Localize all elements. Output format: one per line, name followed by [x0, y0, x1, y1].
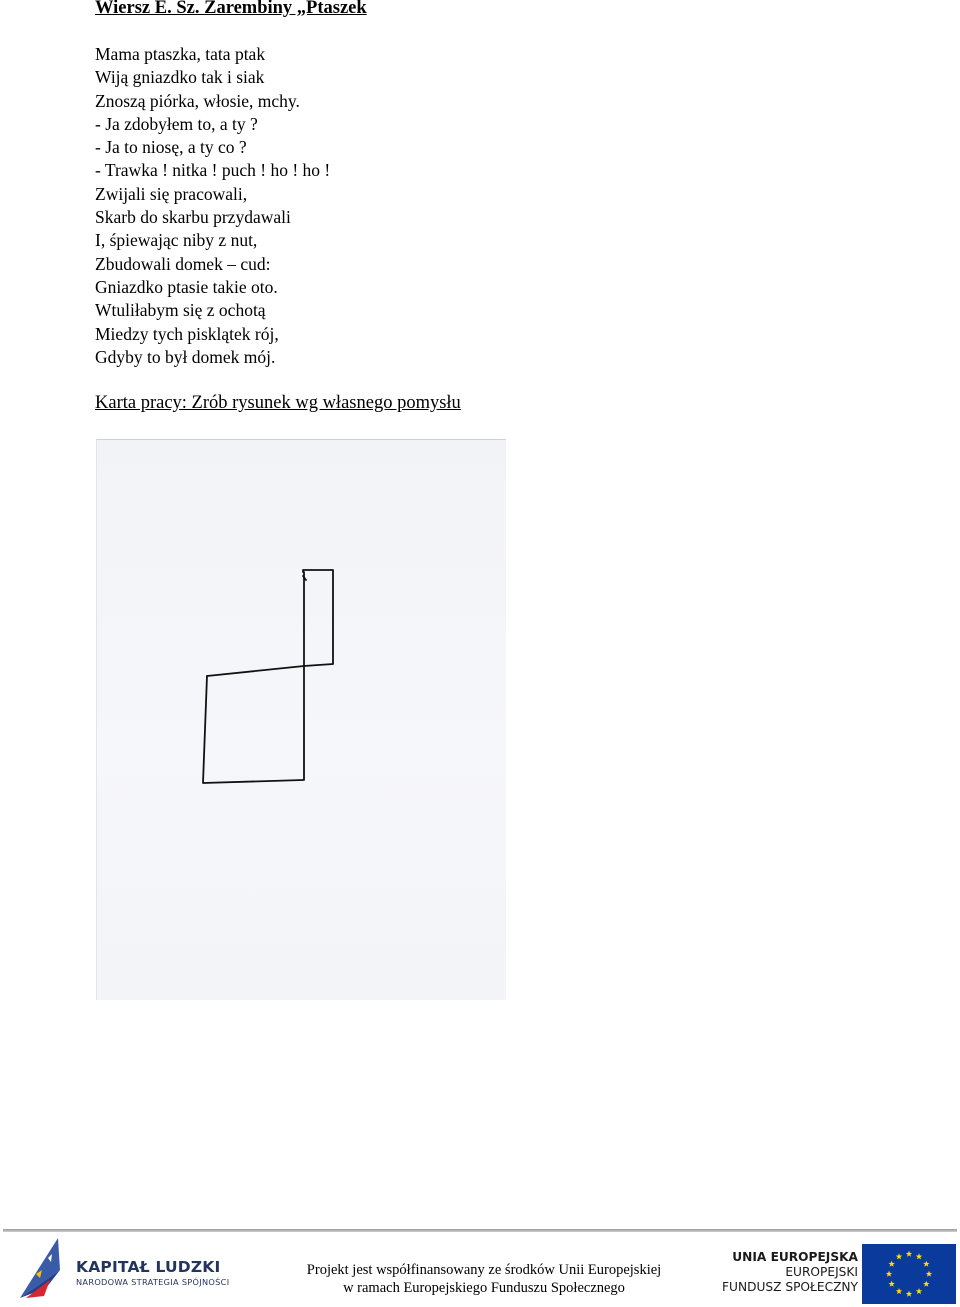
poem	[95, 43, 330, 369]
drawing-upper-rectangle	[303, 570, 333, 666]
poem-line: Wiją gniazdko tak i siak	[95, 67, 265, 88]
poem-line: Zwijali się pracowali,	[95, 183, 248, 204]
poem-line: - Ja to niosę, a ty co ?	[95, 137, 247, 158]
kapital-ludzki-emblem-icon	[18, 1236, 74, 1302]
scanned-drawing	[96, 439, 506, 1000]
poem-line: Miedzy tych pisklątek rój,	[95, 323, 279, 344]
eu-flag-icon	[862, 1244, 956, 1304]
eu-fund-label-2: FUNDUSZ SPOŁECZNY	[722, 1280, 858, 1294]
document-title: Wiersz E. Sz. Zarembiny „Ptaszek	[95, 0, 367, 18]
footer-divider	[3, 1229, 957, 1232]
poem-line: - Trawka ! nitka ! puch ! ho ! ho !	[95, 160, 331, 181]
drawing-connector	[207, 666, 304, 676]
eu-union-label: UNIA EUROPEJSKA	[732, 1250, 858, 1264]
drawing-lower-rectangle	[203, 676, 303, 783]
poem-line: Wtuliłabym się z ochotą	[95, 300, 266, 321]
poem-line: Zbudowali domek – cud:	[95, 253, 271, 274]
funding-line: Projekt jest współfinansowany ze środków Unii Europejskiej	[306, 1262, 662, 1278]
poem-line: - Ja zdobyłem to, a ty ?	[95, 113, 258, 134]
poem-line: Mama ptaszka, tata ptak	[95, 44, 266, 64]
kapital-ludzki-name: KAPITAŁ LUDZKI	[76, 1258, 221, 1276]
poem-line: Znoszą piórka, włosie, mchy.	[95, 90, 300, 111]
kapital-ludzki-subtitle: NARODOWA STRATEGIA SPÓJNOŚCI	[76, 1277, 230, 1287]
poem-line: I, śpiewając niby z nut,	[95, 230, 258, 251]
funding-line: w ramach Europejskiego Funduszu Społecznego	[343, 1280, 625, 1296]
poem-line: Skarb do skarbu przydawali	[95, 207, 291, 228]
funding-note	[264, 1261, 704, 1297]
eu-fund-label-1: EUROPEJSKI	[785, 1265, 858, 1279]
poem-line: Gniazdko ptasie takie oto.	[95, 276, 278, 297]
worksheet-heading: Karta pracy: Zrób rysunek wg własnego pomysłu	[95, 393, 461, 413]
kapital-ludzki-logo	[18, 1236, 238, 1302]
eu-logo-text	[718, 1250, 858, 1295]
hand-drawing	[97, 440, 506, 1000]
poem-line: Gdyby to był domek mój.	[95, 346, 276, 367]
